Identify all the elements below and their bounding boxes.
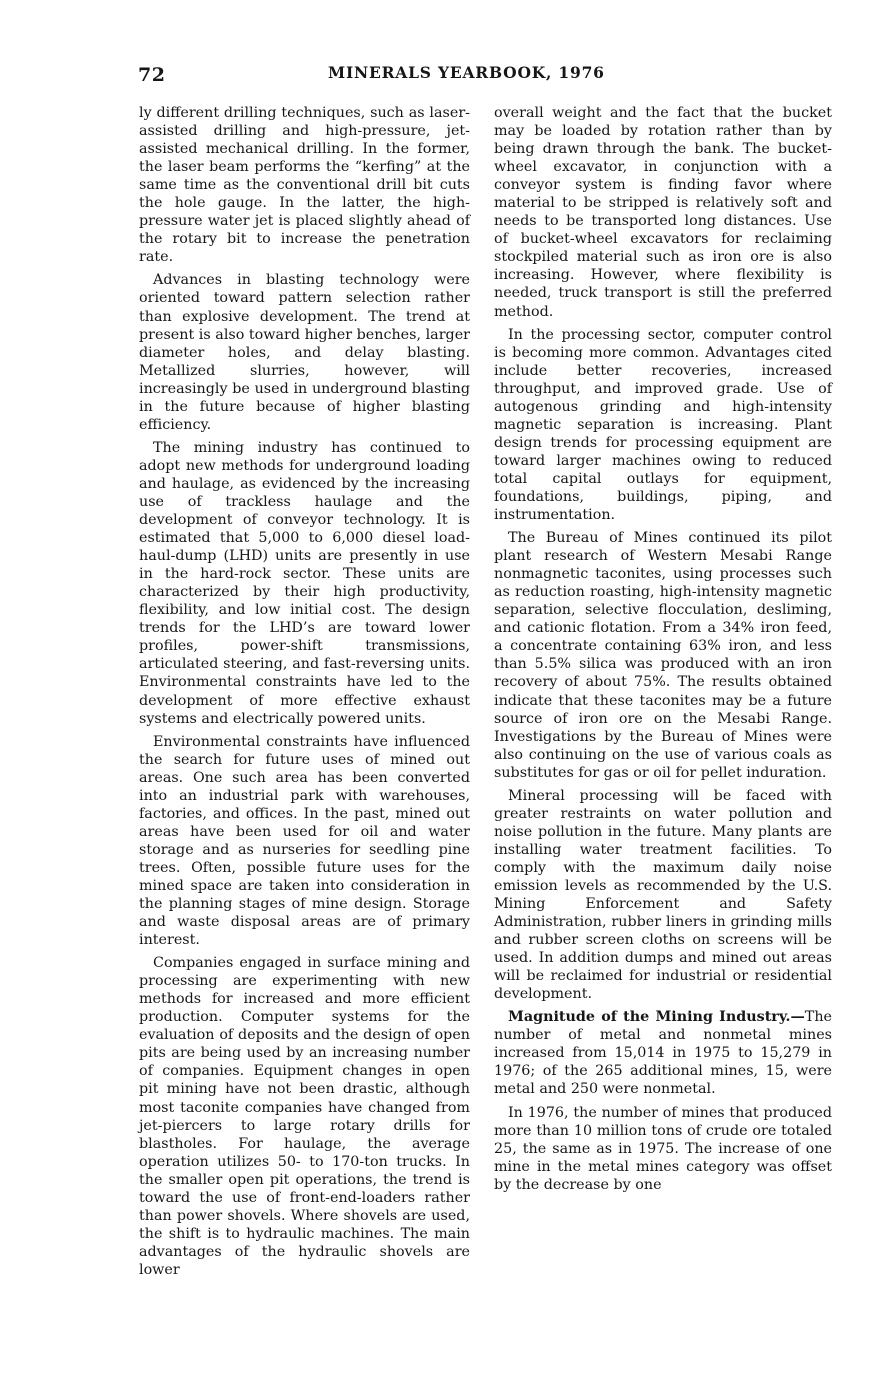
paragraph-bureau-of-mines: The Bureau of Mines continued its pilot plant research of Western Mesabi Range nonmagnetic taconites, using processes such as reduction roasting, high-intensity magnetic separation, selective flocculation, desliming, and cationic flotation. From a 34% iron feed, a concentrate containing 63% iron, and less than 5.5% silica was produced with an iron recovery of about 75%. The results obtained indicate that these taconites may be a future source of iron ore on the Mesabi Range. Investigations by the Bureau of Mines were also continuing on the use of various coals as substitutes for gas or oil for pellet induration.	[494, 530, 832, 781]
paragraph-bucket-wheel: overall weight and the fact that the bucket may be loaded by rotation rather than by being drawn through the bank. The bucket-wheel excavator, in conjunction with a conveyor system is finding favor where material to be stripped is relatively soft and needs to be transported long distances. Use of bucket-wheel excavators for reclaiming stockpiled material such as iron ore is also increasing. However, where flexibility is needed, truck transport is still the preferred method.	[494, 105, 832, 320]
paragraph-mines-1976: In 1976, the number of mines that produced more than 10 million tons of crude ore totaled 25, the same as in 1975. The increase of one mine in the metal mines category was offset by the decrease by one	[494, 1104, 832, 1193]
paragraph-drilling-techniques: ly different drilling techniques, such as laser-assisted drilling and high-pressure, jet-assisted mechanical drilling. In the former, the laser beam performs the “kerfing” at the same time as the conventional drill bit cuts the hole gauge. In the latter, the high-pressure water jet is placed slightly ahead of the rotary bit to increase the penetration rate.	[139, 105, 470, 266]
paragraph-processing-sector: In the processing sector, computer control is becoming more common. Advantages cited include better recoveries, increased throughput, and improved grade. Use of autogenous grinding and high-intensity magnetic separation is increasing. Plant design trends for processing equipment are toward larger machines owing to reduced total capital outlays for equipment, foundations, buildings, piping, and instrumentation.	[494, 326, 832, 524]
paragraph-magnitude	[494, 1008, 832, 1098]
paragraph-mined-out-areas: Environmental constraints have influenced the search for future uses of mined out areas. One such area has been converted into an industrial park with warehouses, factories, and offices. In the past, mined out areas have been used for oil and water storage and as nurseries for seedling pine trees. Often, possible future uses for the mined space are taken into consideration in the planning stages of mine design. Storage and waste disposal areas are of primary interest.	[139, 733, 470, 949]
paragraph-underground-loading: The mining industry has continued to adopt new methods for underground loading and haulage, as evidenced by the increasing use of trackless haulage and the development of conveyor technology. It is estimated that 5,000 to 6,000 diesel load-haul-dump (LHD) units are presently in use in the hard-rock sector. These units are characterized by their high productivity, flexibility, and low initial cost. The design trends for the LHD’s are toward lower profiles, power-shift transmissions, articulated steering, and fast-reversing units. Environmental constraints have led to the development of more effective exhaust systems and electrically powered units.	[139, 439, 470, 727]
section-heading-magnitude: Magnitude of the Mining Industry.—	[508, 1009, 805, 1026]
right-column	[494, 104, 832, 1199]
page-number: 72	[138, 64, 166, 86]
paragraph-mineral-processing: Mineral processing will be faced with greater restraints on water pollution and noise pollution in the future. Many plants are installing water treatment facilities. To comply with the maximum daily noise emission levels as recommended by the U.S. Mining Enforcement and Safety Administration, rubber liners in grinding mills and rubber screen cloths on screens will be used. In addition dumps and mined out areas will be reclaimed for industrial or residential development.	[494, 787, 832, 1003]
magnitude-text: The number of metal and nonmetal mines increased from 15,014 in 1975 to 15,279 in 1976; of the 265 additional mines, 15, were metal and 250 were nonmetal.	[494, 1009, 832, 1098]
left-column	[139, 104, 470, 1284]
running-header: MINERALS YEARBOOK, 1976	[328, 63, 605, 82]
paragraph-blasting-technology: Advances in blasting technology were oriented toward pattern selection rather than explosive development. The trend at present is also toward higher benches, larger diameter holes, and delay blasting. Metallized slurries, however, will increasingly be used in underground blasting in the future because of higher blasting efficiency.	[139, 272, 470, 433]
paragraph-surface-mining: Companies engaged in surface mining and processing are experimenting with new methods for increased and more efficient production. Computer systems for the evaluation of deposits and the design of open pits are being used by an increasing number of companies. Equipment changes in open pit mining have not been drastic, although most taconite companies have changed from jet-piercers to large rotary drills for blastholes. For haulage, the average operation utilizes 50- to 170-ton trucks. In the smaller open pit operations, the trend is toward the use of front-end-loaders rather than power shovels. Where shovels are used, the shift is to hydraulic machines. The main advantages of the hydraulic shovels are lower	[139, 955, 470, 1278]
